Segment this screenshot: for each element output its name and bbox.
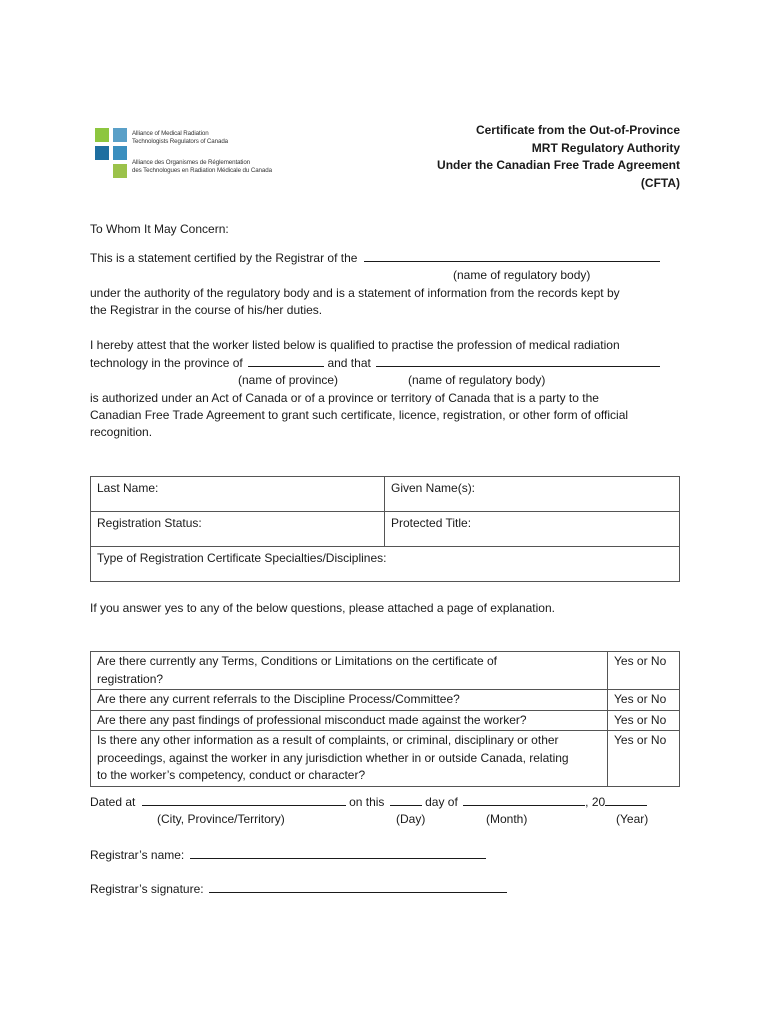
day-of-label: day of bbox=[425, 795, 458, 809]
registration-type-label: Type of Registration Certificate Specialties/Disciplines: bbox=[97, 551, 387, 565]
question-cell bbox=[91, 731, 608, 787]
logo-square bbox=[95, 128, 109, 142]
last-name-cell[interactable] bbox=[91, 477, 385, 512]
answer-yes-no[interactable]: Yes or No bbox=[614, 733, 667, 747]
province-hint: (name of province) bbox=[238, 373, 339, 387]
dated-at-label: Dated at bbox=[90, 795, 136, 809]
logo-text-fr-2: des Technologues en Radiation Médicale du Canada bbox=[132, 167, 272, 174]
answer-cell[interactable] bbox=[608, 710, 680, 731]
document-title bbox=[437, 122, 680, 192]
registration-type-cell[interactable] bbox=[91, 547, 680, 582]
attest-line-1: I hereby attest that the worker listed below is qualified to practise the profession of medical radiation bbox=[90, 338, 620, 352]
dated-line bbox=[90, 794, 647, 812]
statement-line-1 bbox=[90, 250, 660, 268]
title-line-4: (CFTA) bbox=[640, 175, 680, 190]
registrar-name-line bbox=[90, 847, 486, 865]
logo-square bbox=[113, 128, 127, 142]
answer-yes-no[interactable]: Yes or No bbox=[614, 712, 667, 727]
question-text: Are there currently any Terms, Conditions or Limitations on the certificate of bbox=[97, 654, 497, 668]
day-hint: (Day) bbox=[396, 812, 426, 826]
attest-text-a: technology in the province of bbox=[90, 356, 243, 370]
registrar-signature-label: Registrar’s signature: bbox=[90, 882, 204, 896]
month-field[interactable] bbox=[463, 794, 585, 806]
on-this-label: on this bbox=[349, 795, 385, 809]
title-line-2: MRT Regulatory Authority bbox=[531, 140, 680, 155]
answer-cell[interactable] bbox=[608, 690, 680, 711]
question-cell bbox=[91, 652, 608, 690]
day-field[interactable] bbox=[390, 794, 422, 806]
logo-square bbox=[113, 164, 127, 178]
question-text: Are there any past findings of professional misconduct made against the worker? bbox=[97, 712, 527, 727]
title-line-3: Under the Canadian Free Trade Agreement bbox=[437, 158, 680, 172]
logo-text-en-1: Alliance of Medical Radiation bbox=[132, 130, 209, 137]
answer-yes-no[interactable]: Yes or No bbox=[614, 654, 667, 668]
statement-text: This is a statement certified by the Registrar of the bbox=[90, 251, 358, 265]
registration-status-label: Registration Status: bbox=[97, 516, 202, 530]
year-prefix-label: , 20 bbox=[585, 795, 606, 809]
answer-cell[interactable] bbox=[608, 652, 680, 690]
statement-line-3: the Registrar in the course of his/her duties. bbox=[90, 303, 323, 317]
question-text: Are there any current referrals to the Discipline Process/Committee? bbox=[97, 692, 460, 706]
year-hint: (Year) bbox=[616, 812, 649, 826]
attest-line-2 bbox=[90, 355, 660, 373]
registrar-name-label: Registrar’s name: bbox=[90, 848, 185, 862]
registrar-name-field[interactable] bbox=[190, 847, 486, 859]
city-field[interactable] bbox=[142, 794, 346, 806]
question-text: Is there any other information as a result of complaints, or criminal, disciplinary or other bbox=[97, 733, 559, 747]
answer-yes-no[interactable]: Yes or No bbox=[614, 692, 667, 706]
question-cell bbox=[91, 710, 608, 731]
given-names-cell[interactable] bbox=[385, 477, 680, 512]
title-line-1: Certificate from the Out-of-Province bbox=[475, 123, 680, 137]
salutation: To Whom It May Concern: bbox=[90, 222, 229, 236]
question-text: proceedings, against the worker in any jurisdiction whether in or outside Canada, relating bbox=[97, 750, 569, 765]
logo-square bbox=[95, 146, 109, 160]
last-name-label: Last Name: bbox=[97, 481, 159, 495]
regulatory-body-field[interactable] bbox=[364, 250, 660, 262]
questions-table bbox=[90, 651, 680, 787]
regulatory-body-hint-2: (name of regulatory body) bbox=[408, 373, 546, 387]
logo-square bbox=[113, 146, 127, 160]
organization-logo bbox=[95, 128, 272, 180]
protected-title-label: Protected Title: bbox=[391, 516, 472, 530]
year-field[interactable] bbox=[605, 794, 647, 806]
instructions-text: If you answer yes to any of the below questions, please attached a page of explanation. bbox=[90, 601, 555, 615]
city-hint: (City, Province/Territory) bbox=[157, 812, 285, 826]
registration-status-cell[interactable] bbox=[91, 512, 385, 547]
registrar-signature-line bbox=[90, 881, 507, 899]
month-hint: (Month) bbox=[486, 812, 528, 826]
question-text: registration? bbox=[97, 671, 164, 686]
attest-line-5: recognition. bbox=[90, 425, 153, 439]
attest-line-4: Canadian Free Trade Agreement to grant such certificate, licence, registration, or other form of official bbox=[90, 408, 629, 422]
question-text: to the worker’s competency, conduct or character? bbox=[97, 768, 366, 782]
regulatory-body-hint: (name of regulatory body) bbox=[453, 268, 591, 282]
attest-line-3: is authorized under an Act of Canada or of a province or territory of Canada that is a party to the bbox=[90, 391, 599, 405]
registrar-signature-field[interactable] bbox=[209, 881, 507, 893]
attest-text-b: and that bbox=[327, 356, 371, 370]
logo-text-en-2: Technologists Regulators of Canada bbox=[132, 138, 229, 145]
protected-title-cell[interactable] bbox=[385, 512, 680, 547]
answer-cell[interactable] bbox=[608, 731, 680, 787]
logo-text-fr-1: Alliance des Organismes de Réglementation bbox=[132, 159, 250, 166]
registration-table bbox=[90, 476, 680, 582]
province-field[interactable] bbox=[248, 355, 324, 367]
statement-line-2: under the authority of the regulatory body and is a statement of information from the records kept by bbox=[90, 286, 620, 300]
regulatory-body-field-2[interactable] bbox=[376, 355, 660, 367]
given-names-label: Given Name(s): bbox=[391, 481, 476, 495]
question-cell bbox=[91, 690, 608, 711]
